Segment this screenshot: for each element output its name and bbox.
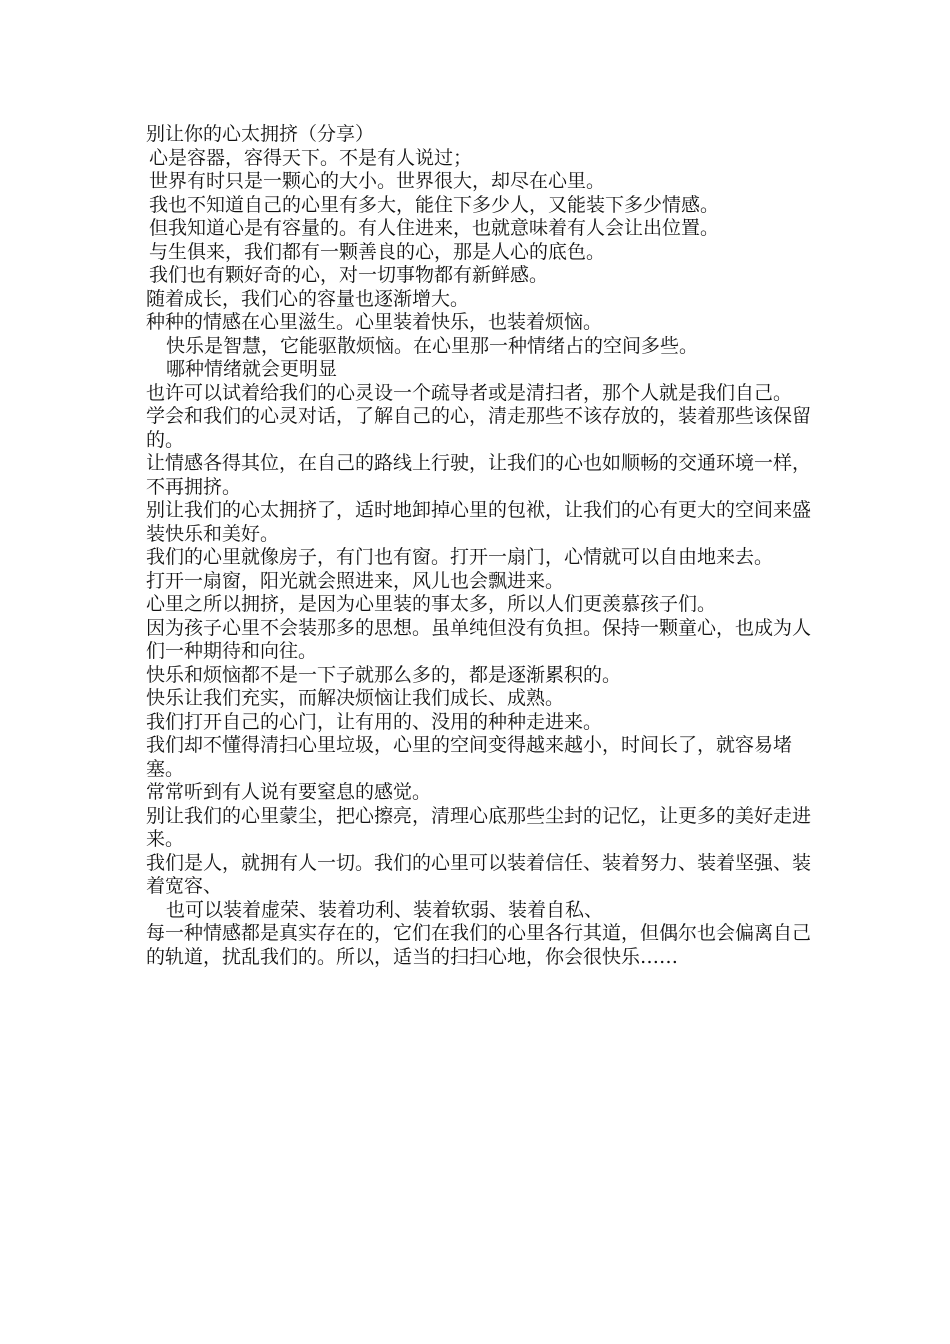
paragraph: 我们打开自己的心门，让有用的、没用的种种走进来。 [146,710,603,733]
paragraph: 也许可以试着给我们的心灵设一个疏导者或是清扫者，那个人就是我们自己。 [146,381,793,404]
paragraph: 世界有时只是一颗心的大小。世界很大，却尽在心里。 [149,170,606,192]
paragraph: 打开一扇窗，阳光就会照进来，风儿也会飘进来。 [146,569,565,592]
paragraph: 快乐是智慧，它能驱散烦恼。在心里那一种情绪占的空间多些。 [166,334,699,357]
paragraph: 随着成长，我们心的容量也逐渐增大。 [146,287,470,310]
paragraph: 我也不知道自己的心里有多大，能住下多少人，又能装下多少情感。 [149,193,720,216]
paragraph: 别让我们的心太拥挤了，适时地卸掉心里的包袱，让我们的心有更大的空间来盛装快乐和美好。 [146,499,812,545]
paragraph: 快乐让我们充实，而解决烦恼让我们成长、成熟。 [146,687,565,709]
document-title: 别让你的心太拥挤（分享） [146,123,375,145]
paragraph: 种种的情感在心里滋生。心里装着快乐，也装着烦恼。 [146,311,603,333]
paragraph: 但我知道心是有容量的。有人住进来，也就意味着有人会让出位置。 [149,217,720,239]
paragraph: 学会和我们的心灵对话，了解自己的心，清走那些不该存放的，装着那些该保留的。 [146,405,812,451]
paragraph: 我们是人，就拥有人一切。我们的心里可以装着信任、装着努力、装着坚强、装着宽容、 [146,851,812,897]
paragraph: 也可以装着虚荣、装着功利、装着软弱、装着自私、 [166,898,604,921]
paragraph: 心里之所以拥挤，是因为心里装的事太多，所以人们更羡慕孩子们。 [146,593,717,615]
document-body [146,123,816,969]
paragraph: 心是容器，容得天下。不是有人说过； [149,146,473,169]
paragraph: 哪种情绪就会更明显 [166,358,338,380]
paragraph: 因为孩子心里不会装那多的思想。虽单纯但没有负担。保持一颗童心，也成为人们一种期待和向往。 [146,616,812,662]
paragraph: 快乐和烦恼都不是一下子就那么多的，都是逐渐累积的。 [146,663,622,686]
paragraph: 我们的心里就像房子，有门也有窗。打开一扇门，心情就可以自由地来去。 [146,546,774,568]
paragraph: 与生俱来，我们都有一颗善良的心，那是人心的底色。 [149,240,606,263]
paragraph: 我们也有颗好奇的心，对一切事物都有新鲜感。 [149,264,549,286]
paragraph: 让情感各得其位，在自己的路线上行驶，让我们的心也如顺畅的交通环境一样，不再拥挤。 [146,452,812,498]
paragraph: 常常听到有人说有要窒息的感觉。 [146,781,432,803]
paragraph: 每一种情感都是真实存在的，它们在我们的心里各行其道，但偶尔也会偏离自己的轨道，扰乱我们的。所以，适当的扫扫心地，你会很快乐…… [146,922,812,968]
paragraph: 我们却不懂得清扫心里垃圾，心里的空间变得越来越小，时间长了，就容易堵塞。 [146,734,793,780]
paragraph: 别让我们的心里蒙尘，把心擦亮，清理心底那些尘封的记忆，让更多的美好走进来。 [146,804,812,850]
